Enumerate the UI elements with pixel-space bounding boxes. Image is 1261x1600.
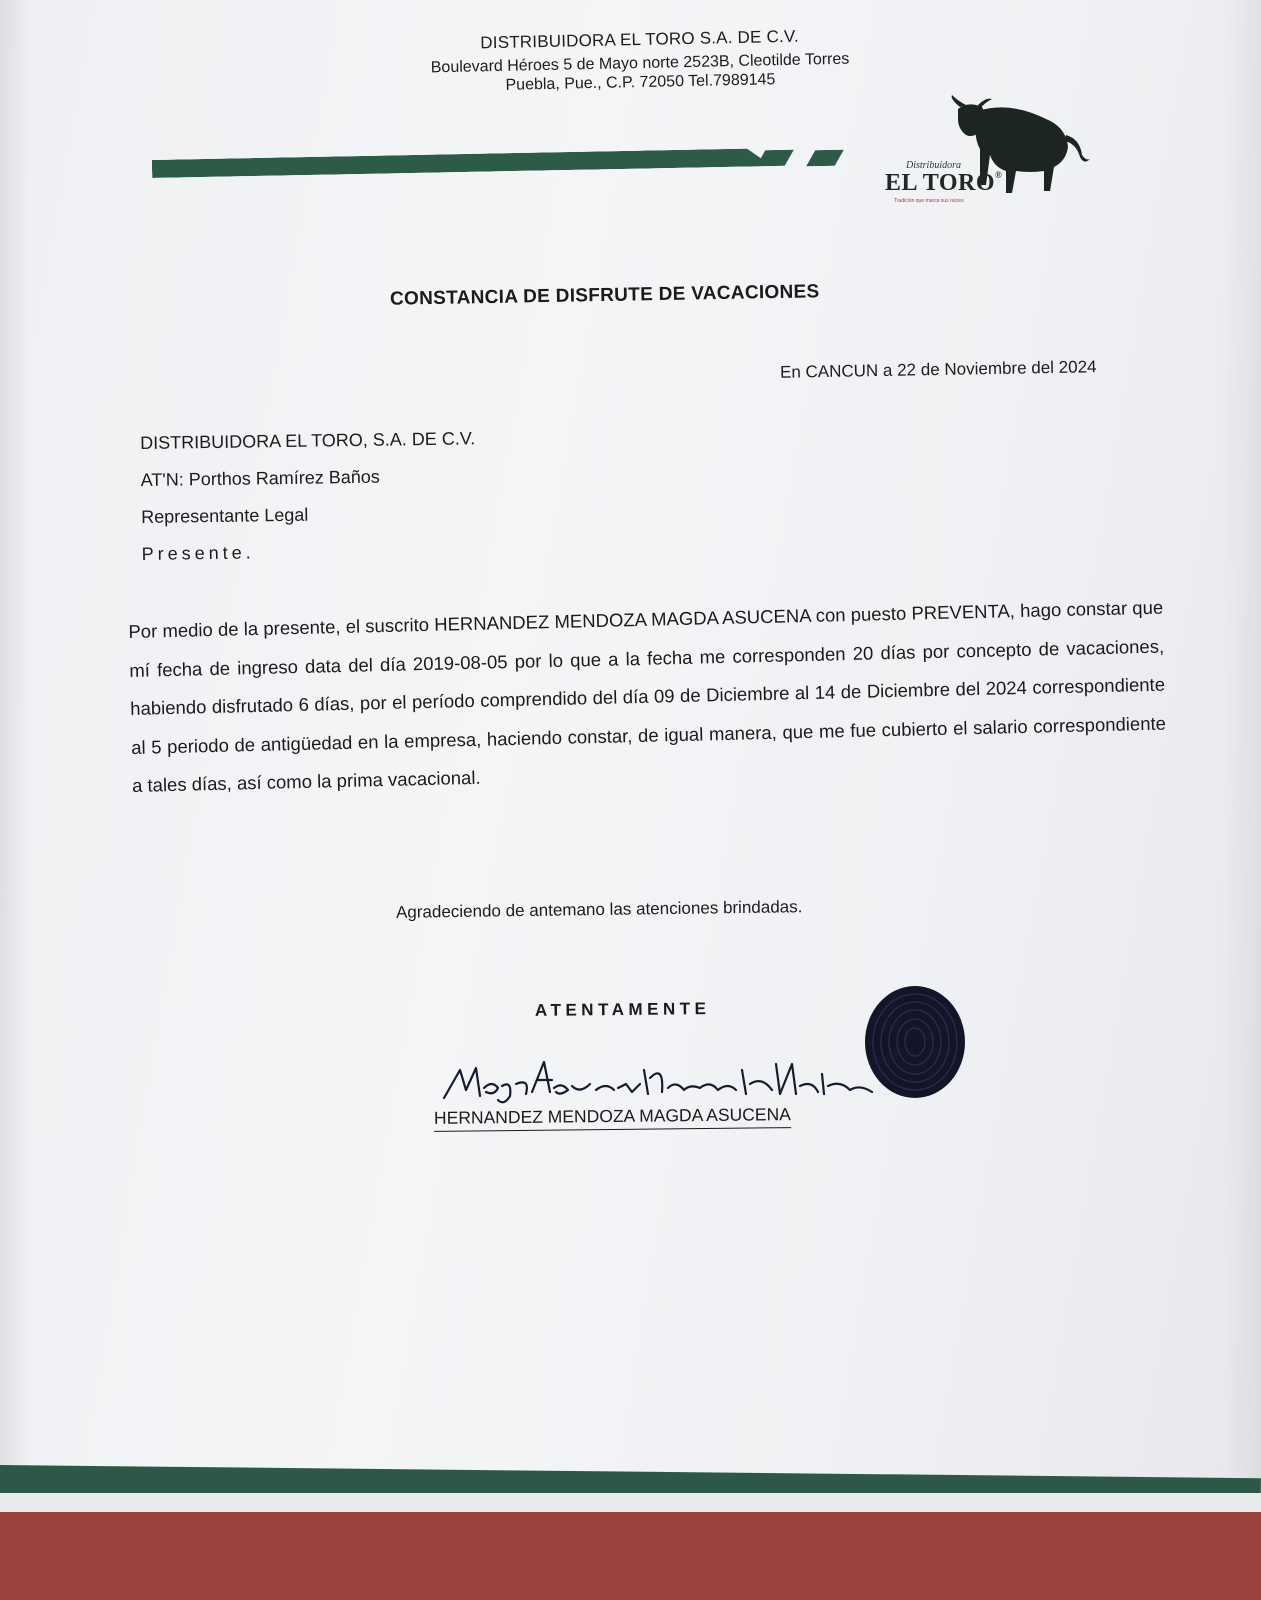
recipient-block xyxy=(140,428,477,581)
company-logo xyxy=(880,95,1110,215)
document-title: CONSTANCIA DE DISFRUTE DE VACACIONES xyxy=(389,281,820,310)
letterhead-address-line1: Boulevard Héroes 5 de Mayo norte 2523B, Cleotilde Torres xyxy=(430,50,850,77)
letterhead xyxy=(359,24,920,98)
logo-brand xyxy=(885,170,1002,197)
recipient-attention: AT'N: Porthos Ramírez Baños xyxy=(140,466,380,490)
sheet-edge xyxy=(1221,0,1261,1600)
body-paragraph: Por medio de la presente, el suscrito HERNANDEZ MENDOZA MAGDA ASUCENA con puesto PREVENTA, hago constar que mí fecha de ingreso data del día 2019-08-05 por lo que a la fecha me corresponden 20 días por concepto de vacaciones, habiendo disfrutado 6 días, por el período comprendido del día 09 de Diciembre al 14 de Diciembre del 2024 correspondiente al 5 periodo de antigüedad en la empresa, haciendo constar, de igual manera, que me fue cubierto el salario correspondiente a tales días, así como la prima vacacional. xyxy=(128,596,1167,796)
letterhead-address-line2: Puebla, Pue., C.P. 72050 Tel.7989145 xyxy=(505,71,776,94)
signer-name: HERNANDEZ MENDOZA MAGDA ASUCENA xyxy=(434,1104,791,1132)
letterhead-green-bar xyxy=(152,148,772,178)
sign-off: ATENTAMENTE xyxy=(534,999,711,1020)
logo-registered-mark: ® xyxy=(995,170,1003,180)
logo-small-text: Distribuidora xyxy=(906,160,962,171)
letterhead-green-slant xyxy=(806,150,844,167)
fingerprint-stamp xyxy=(860,982,970,1102)
letterhead-company: DISTRIBUIDORA EL TORO S.A. DE C.V. xyxy=(480,26,799,53)
recipient-role: Representante Legal xyxy=(141,504,309,527)
logo-tagline: Tradición que marca sus raíces xyxy=(894,198,964,204)
footer-white-band xyxy=(0,1493,1261,1513)
recipient-company: DISTRIBUIDORA EL TORO, S.A. DE C.V. xyxy=(140,428,476,453)
page-shadow xyxy=(0,0,30,1600)
closing-thanks: Agradeciendo de antemano las atenciones brindadas. xyxy=(395,897,803,922)
place-date: En CANCUN a 22 de Noviembre del 2024 xyxy=(779,357,1097,382)
recipient-salutation: Presente. xyxy=(141,542,255,564)
logo-brand-text: EL TORO xyxy=(885,170,995,196)
handwritten-signature xyxy=(440,1040,890,1110)
letterhead-green-slant xyxy=(756,150,794,167)
footer-red-band xyxy=(0,1512,1261,1600)
